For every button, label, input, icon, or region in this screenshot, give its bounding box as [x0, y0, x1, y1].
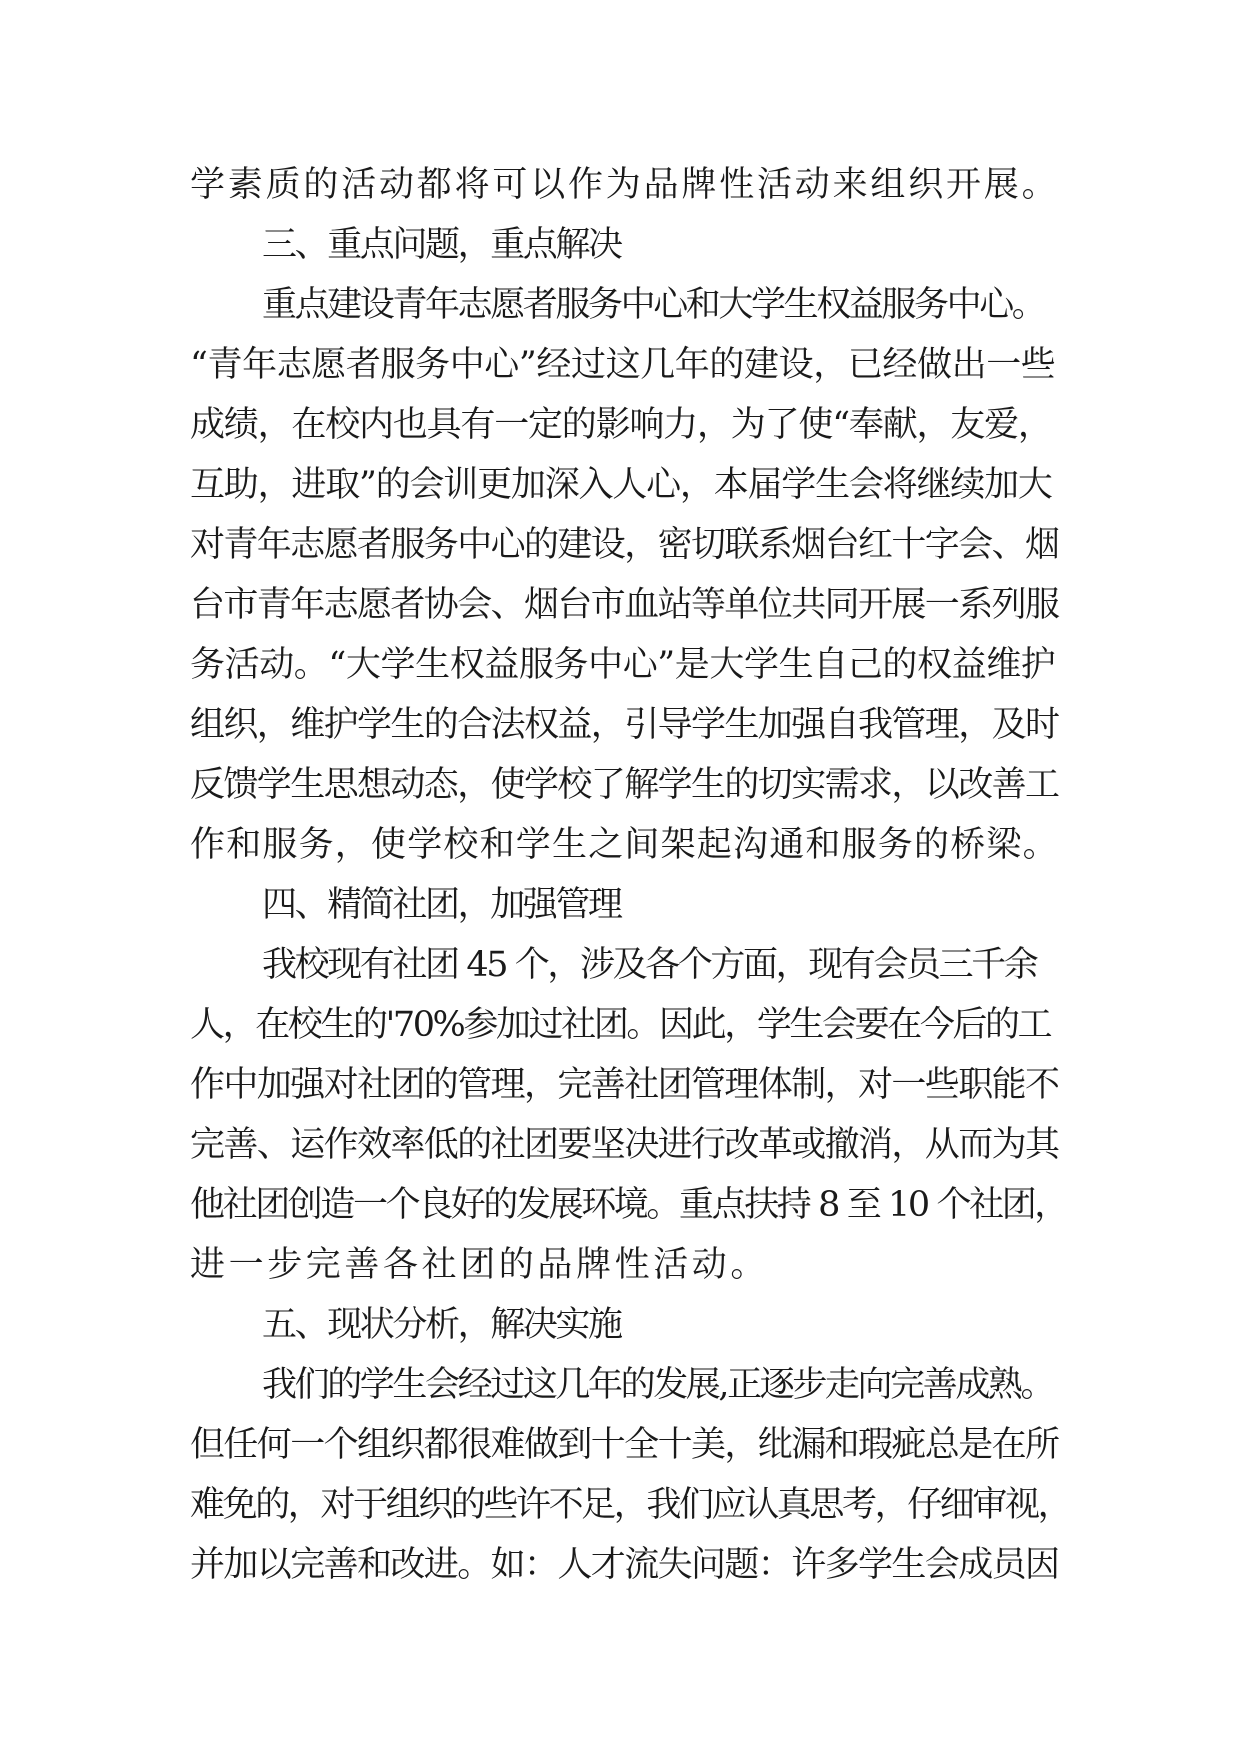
paragraph-line: 我们的学生会经过这几年的发展,正逐步走向完善成熟。 — [262, 1365, 1054, 1405]
paragraph-line: 并加以完善和改进。如：人才流失问题：许多学生会成员因 — [190, 1545, 1059, 1585]
paragraph-line: 作和服务，使学校和学生之间架起沟通和服务的桥梁。 — [190, 825, 1059, 865]
paragraph-line: 成绩，在校内也具有一定的影响力，为了使“奉献，友爱， — [190, 405, 1052, 445]
paragraph-line: 完善、运作效率低的社团要坚决进行改革或撤消，从而为其 — [190, 1125, 1059, 1165]
paragraph-line: 反馈学生思想动态，使学校了解学生的切实需求，以改善工 — [190, 765, 1059, 805]
paragraph-line: 务活动。“大学生权益服务中心”是大学生自己的权益维护 — [190, 645, 1056, 685]
paragraph-line: 重点建设青年志愿者服务中心和大学生权益服务中心。 — [262, 285, 1045, 325]
paragraph-line: “青年志愿者服务中心”经过这几年的建设，已经做出一些 — [190, 345, 1056, 385]
paragraph-line: 进一步完善各社团的品牌性活动。 — [190, 1245, 770, 1285]
paragraph-line: 他社团创造一个良好的发展环境。重点扶持 8 至 10 个社团， — [190, 1185, 1067, 1225]
paragraph-line: 难免的，对于组织的些许不足，我们应认真思考，仔细审视， — [190, 1485, 1071, 1525]
section-heading: 三、重点问题，重点解决 — [262, 225, 621, 265]
paragraph-line: 我校现有社团 45 个，涉及各个方面，现有会员三千余 — [262, 945, 1037, 985]
section-heading: 四、精简社团，加强管理 — [262, 885, 621, 925]
paragraph-line: 学素质的活动都将可以作为品牌性活动来组织开展。 — [190, 165, 1060, 205]
paragraph-line: 台市青年志愿者协会、烟台市血站等单位共同开展一系列服 — [190, 585, 1059, 625]
paragraph-line: 对青年志愿者服务中心的建设，密切联系烟台红十字会、烟 — [190, 525, 1059, 565]
paragraph-line: 作中加强对社团的管理，完善社团管理体制，对一些职能不 — [190, 1065, 1059, 1105]
section-heading: 五、现状分析，解决实施 — [262, 1305, 621, 1345]
paragraph-line: 但任何一个组织都很难做到十全十美，纰漏和瑕疵总是在所 — [190, 1425, 1059, 1465]
paragraph-line: 互助，进取”的会训更加深入人心，本届学生会将继续加大 — [190, 465, 1052, 505]
paragraph-line: 组织，维护学生的合法权益，引导学生加强自我管理，及时 — [190, 705, 1059, 745]
paragraph-line: 人，在校生的'70%参加过社团。因此，学生会要在今后的工 — [190, 1005, 1051, 1045]
